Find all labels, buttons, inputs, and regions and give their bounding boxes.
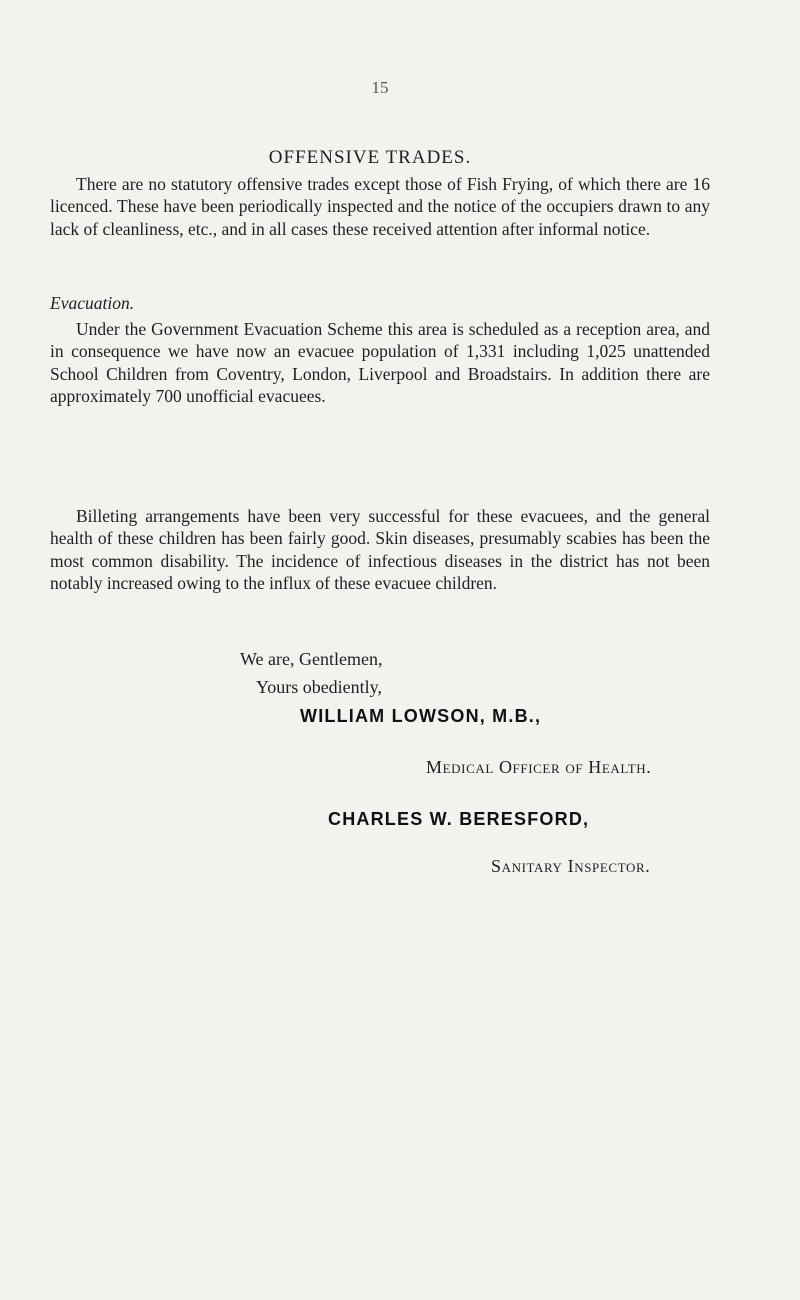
paragraph-evacuation-scheme: Under the Government Evacuation Scheme this area is scheduled as a reception area, and in consequence we have now an evacuee population of 1,331 including 1,025 unattended School Children from Coventry, London, Liverpool and Broadstairs. In addition there are approximately 700 unofficial evacuees.: [50, 319, 710, 406]
closing-salutation: We are, Gentlemen,: [240, 649, 383, 669]
signatory-name-sanitary-inspector: CHARLES W. BERESFORD,: [328, 809, 590, 829]
signatory-title-sanitary-inspector: Sanitary Inspector.: [491, 856, 651, 876]
page-number: 15: [371, 78, 389, 97]
signatory-name-medical-officer: WILLIAM LOWSON, M.B.,: [300, 706, 542, 726]
evacuation-heading: Evacuation.: [50, 293, 135, 313]
paragraph-offensive-trades: There are no statutory offensive trades except those of Fish Frying, of which there are 16 licenced. These have been periodically inspected and the notice of the occupiers drawn to any lack of cleanliness, etc., and in all cases these received attention after informal notice.: [50, 174, 710, 239]
signatory-title-medical-officer: Medical Officer of Health.: [426, 757, 652, 777]
closing-valediction: Yours obediently,: [256, 677, 383, 697]
paragraph-billeting: Billeting arrangements have been very successful for these evacuees, and the general health of these children has been fairly good. Skin diseases, presumably scabies has been the most common disability. The incidence of infectious diseases in the district has not been notably increased owing to the influx of these evacuee children.: [50, 506, 710, 593]
section-title: OFFENSIVE TRADES.: [268, 147, 472, 168]
